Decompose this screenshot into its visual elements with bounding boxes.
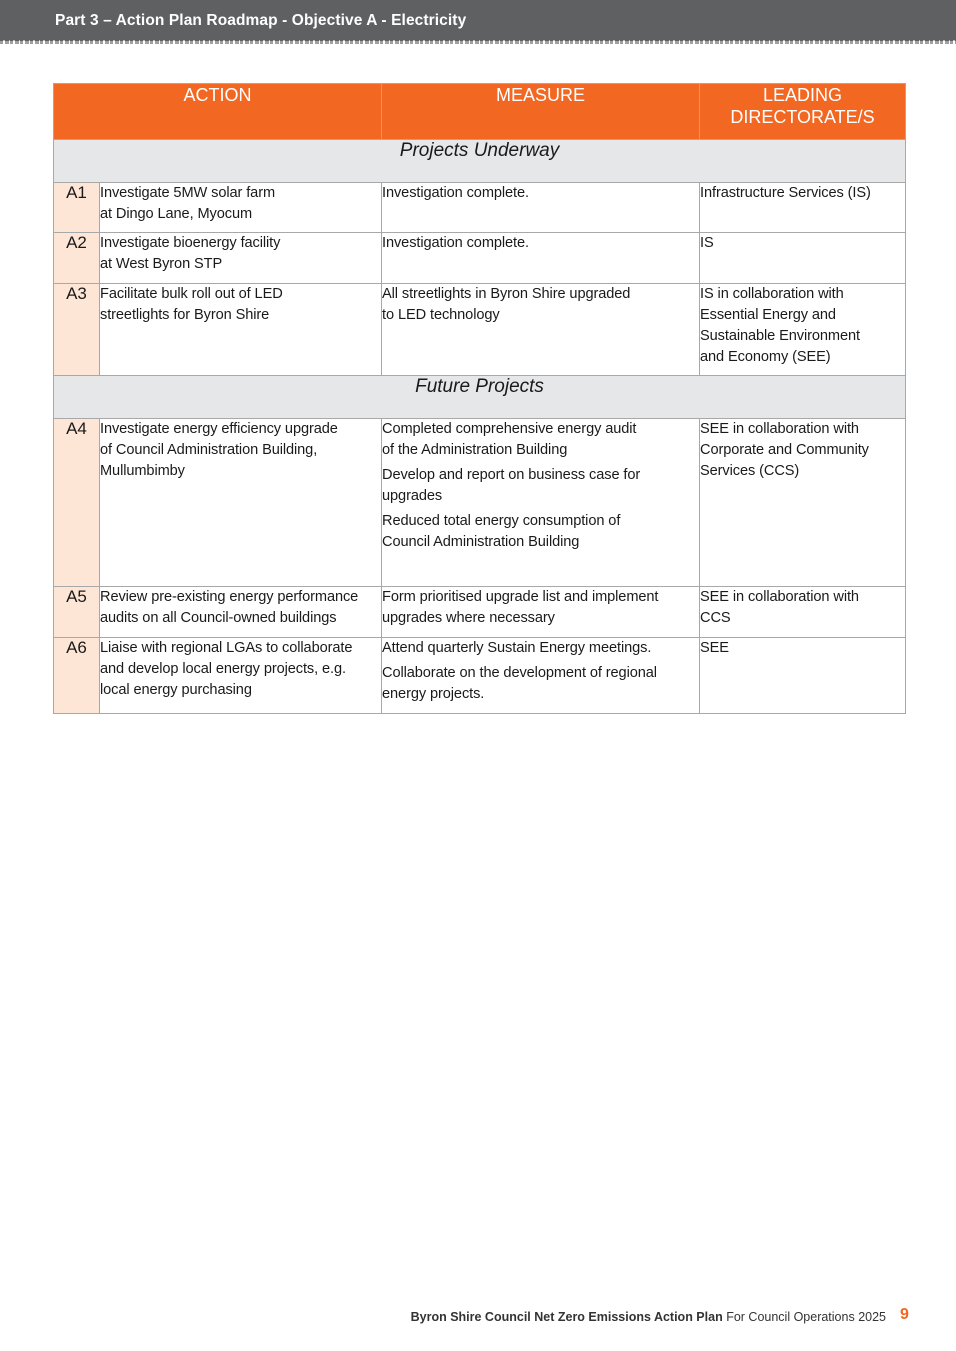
measure-item	[382, 284, 699, 326]
directorate-text-line: Services (CCS)	[700, 463, 800, 479]
section-row	[54, 140, 906, 183]
section-row	[54, 376, 906, 419]
page-header-bar	[0, 0, 956, 41]
action-text-line: Facilitate bulk roll out of LED	[100, 286, 283, 302]
directorate-text-line: Corporate and Community	[700, 442, 869, 458]
measure-item	[382, 663, 699, 705]
table-row	[54, 284, 906, 376]
action-text-text	[100, 284, 381, 326]
measure-line: Collaborate on the development of regional	[382, 665, 657, 681]
action-id: A5	[54, 587, 100, 638]
directorate-text-line: and Economy (SEE)	[700, 349, 831, 365]
action-text-line: and develop local energy projects, e.g.	[100, 661, 346, 677]
footer-subtitle: For Council Operations 2025	[726, 1310, 886, 1324]
column-header-measure: MEASURE	[382, 84, 700, 140]
action-id: A1	[54, 183, 100, 233]
section-title: Projects Underway	[54, 140, 906, 183]
measure-line: Council Administration Building	[382, 534, 580, 550]
action-text-line: at Dingo Lane, Myocum	[100, 206, 253, 222]
measure-item	[382, 587, 699, 629]
directorate-text-text	[700, 638, 905, 659]
action-text-line: Investigate bioenergy facility	[100, 235, 281, 251]
directorate-text-text	[700, 284, 905, 368]
measure-cell	[382, 587, 700, 638]
page-number: 9	[900, 1306, 909, 1323]
table-row	[54, 183, 906, 233]
column-header-action: ACTION	[54, 84, 382, 140]
action-text	[100, 587, 382, 638]
action-text	[100, 638, 382, 714]
directorate-text-line: Sustainable Environment	[700, 328, 860, 344]
header-edge	[0, 40, 956, 44]
table-row	[54, 638, 906, 714]
directorate-text-text	[700, 233, 905, 254]
footer-org-title: Byron Shire Council Net Zero Emissions Action Plan	[410, 1310, 723, 1324]
measure-item	[382, 419, 699, 461]
measure-cell	[382, 419, 700, 587]
action-id: A2	[54, 233, 100, 284]
measure-line: to LED technology	[382, 307, 500, 323]
measure-cell	[382, 183, 700, 233]
table-row	[54, 233, 906, 284]
page-footer	[411, 1310, 886, 1324]
table-body	[54, 140, 906, 714]
action-text-line: Mullumbimby	[100, 463, 185, 479]
action-text-text	[100, 183, 381, 225]
measure-line: Form prioritised upgrade list and implement	[382, 589, 659, 605]
measure-item	[382, 233, 699, 254]
directorate-text-line: Infrastructure Services (IS)	[700, 185, 871, 201]
action-id: A4	[54, 419, 100, 587]
action-text-line: audits on all Council-owned buildings	[100, 610, 337, 626]
action-text-line: Review pre-existing energy performance	[100, 589, 359, 605]
measure-line: Investigation complete.	[382, 185, 529, 201]
action-id: A3	[54, 284, 100, 376]
directorate-text-line: IS	[700, 235, 714, 251]
directorate-text	[700, 284, 906, 376]
action-text-line: local energy purchasing	[100, 682, 252, 698]
section-title: Future Projects	[54, 376, 906, 419]
directorate-text-text	[700, 183, 905, 204]
page-header-title: Part 3 – Action Plan Roadmap - Objective A - Electricity	[55, 12, 467, 29]
directorate-text-text	[700, 587, 905, 629]
measure-line: Reduced total energy consumption of	[382, 513, 621, 529]
table-header-row	[54, 84, 906, 140]
action-text-line: Investigate 5MW solar farm	[100, 185, 276, 201]
directorate-text	[700, 233, 906, 284]
measure-line: energy projects.	[382, 686, 485, 702]
measure-line: of the Administration Building	[382, 442, 568, 458]
action-id: A6	[54, 638, 100, 714]
measure-item	[382, 465, 699, 507]
action-text	[100, 419, 382, 587]
directorate-text	[700, 183, 906, 233]
table-row	[54, 419, 906, 587]
measure-line: Develop and report on business case for	[382, 467, 641, 483]
directorate-text-line: CCS	[700, 610, 731, 626]
action-plan-table	[53, 83, 906, 714]
measure-line: upgrades where necessary	[382, 610, 555, 626]
directorate-text-line: IS in collaboration with	[700, 286, 844, 302]
directorate-text-line: SEE in collaboration with	[700, 421, 859, 437]
action-text-text	[100, 233, 381, 275]
directorate-text-line: SEE	[700, 640, 729, 656]
action-text-line: streetlights for Byron Shire	[100, 307, 270, 323]
action-text-text	[100, 419, 381, 482]
directorate-text-text	[700, 419, 905, 482]
directorate-text-line: Essential Energy and	[700, 307, 836, 323]
action-text-line: of Council Administration Building,	[100, 442, 318, 458]
action-text-line: Investigate energy efficiency upgrade	[100, 421, 338, 437]
measure-line: Completed comprehensive energy audit	[382, 421, 637, 437]
action-text-text	[100, 638, 381, 701]
column-header-directorate-text: LEADING DIRECTORATE/S	[730, 85, 875, 127]
action-text-text	[100, 587, 381, 629]
directorate-text	[700, 587, 906, 638]
directorate-text	[700, 638, 906, 714]
measure-line: upgrades	[382, 488, 443, 504]
measure-item	[382, 511, 699, 553]
action-text-line: at West Byron STP	[100, 256, 223, 272]
action-text	[100, 284, 382, 376]
measure-cell	[382, 284, 700, 376]
directorate-text	[700, 419, 906, 587]
measure-item	[382, 183, 699, 204]
measure-item	[382, 638, 699, 659]
measure-line: All streetlights in Byron Shire upgraded	[382, 286, 631, 302]
column-header-directorate	[700, 84, 906, 140]
measure-cell	[382, 638, 700, 714]
measure-line: Attend quarterly Sustain Energy meetings.	[382, 640, 652, 656]
action-text-line: Liaise with regional LGAs to collaborate	[100, 640, 353, 656]
measure-line: Investigation complete.	[382, 235, 529, 251]
measure-cell	[382, 233, 700, 284]
directorate-text-line: SEE in collaboration with	[700, 589, 859, 605]
table-row	[54, 587, 906, 638]
action-text	[100, 183, 382, 233]
action-text	[100, 233, 382, 284]
